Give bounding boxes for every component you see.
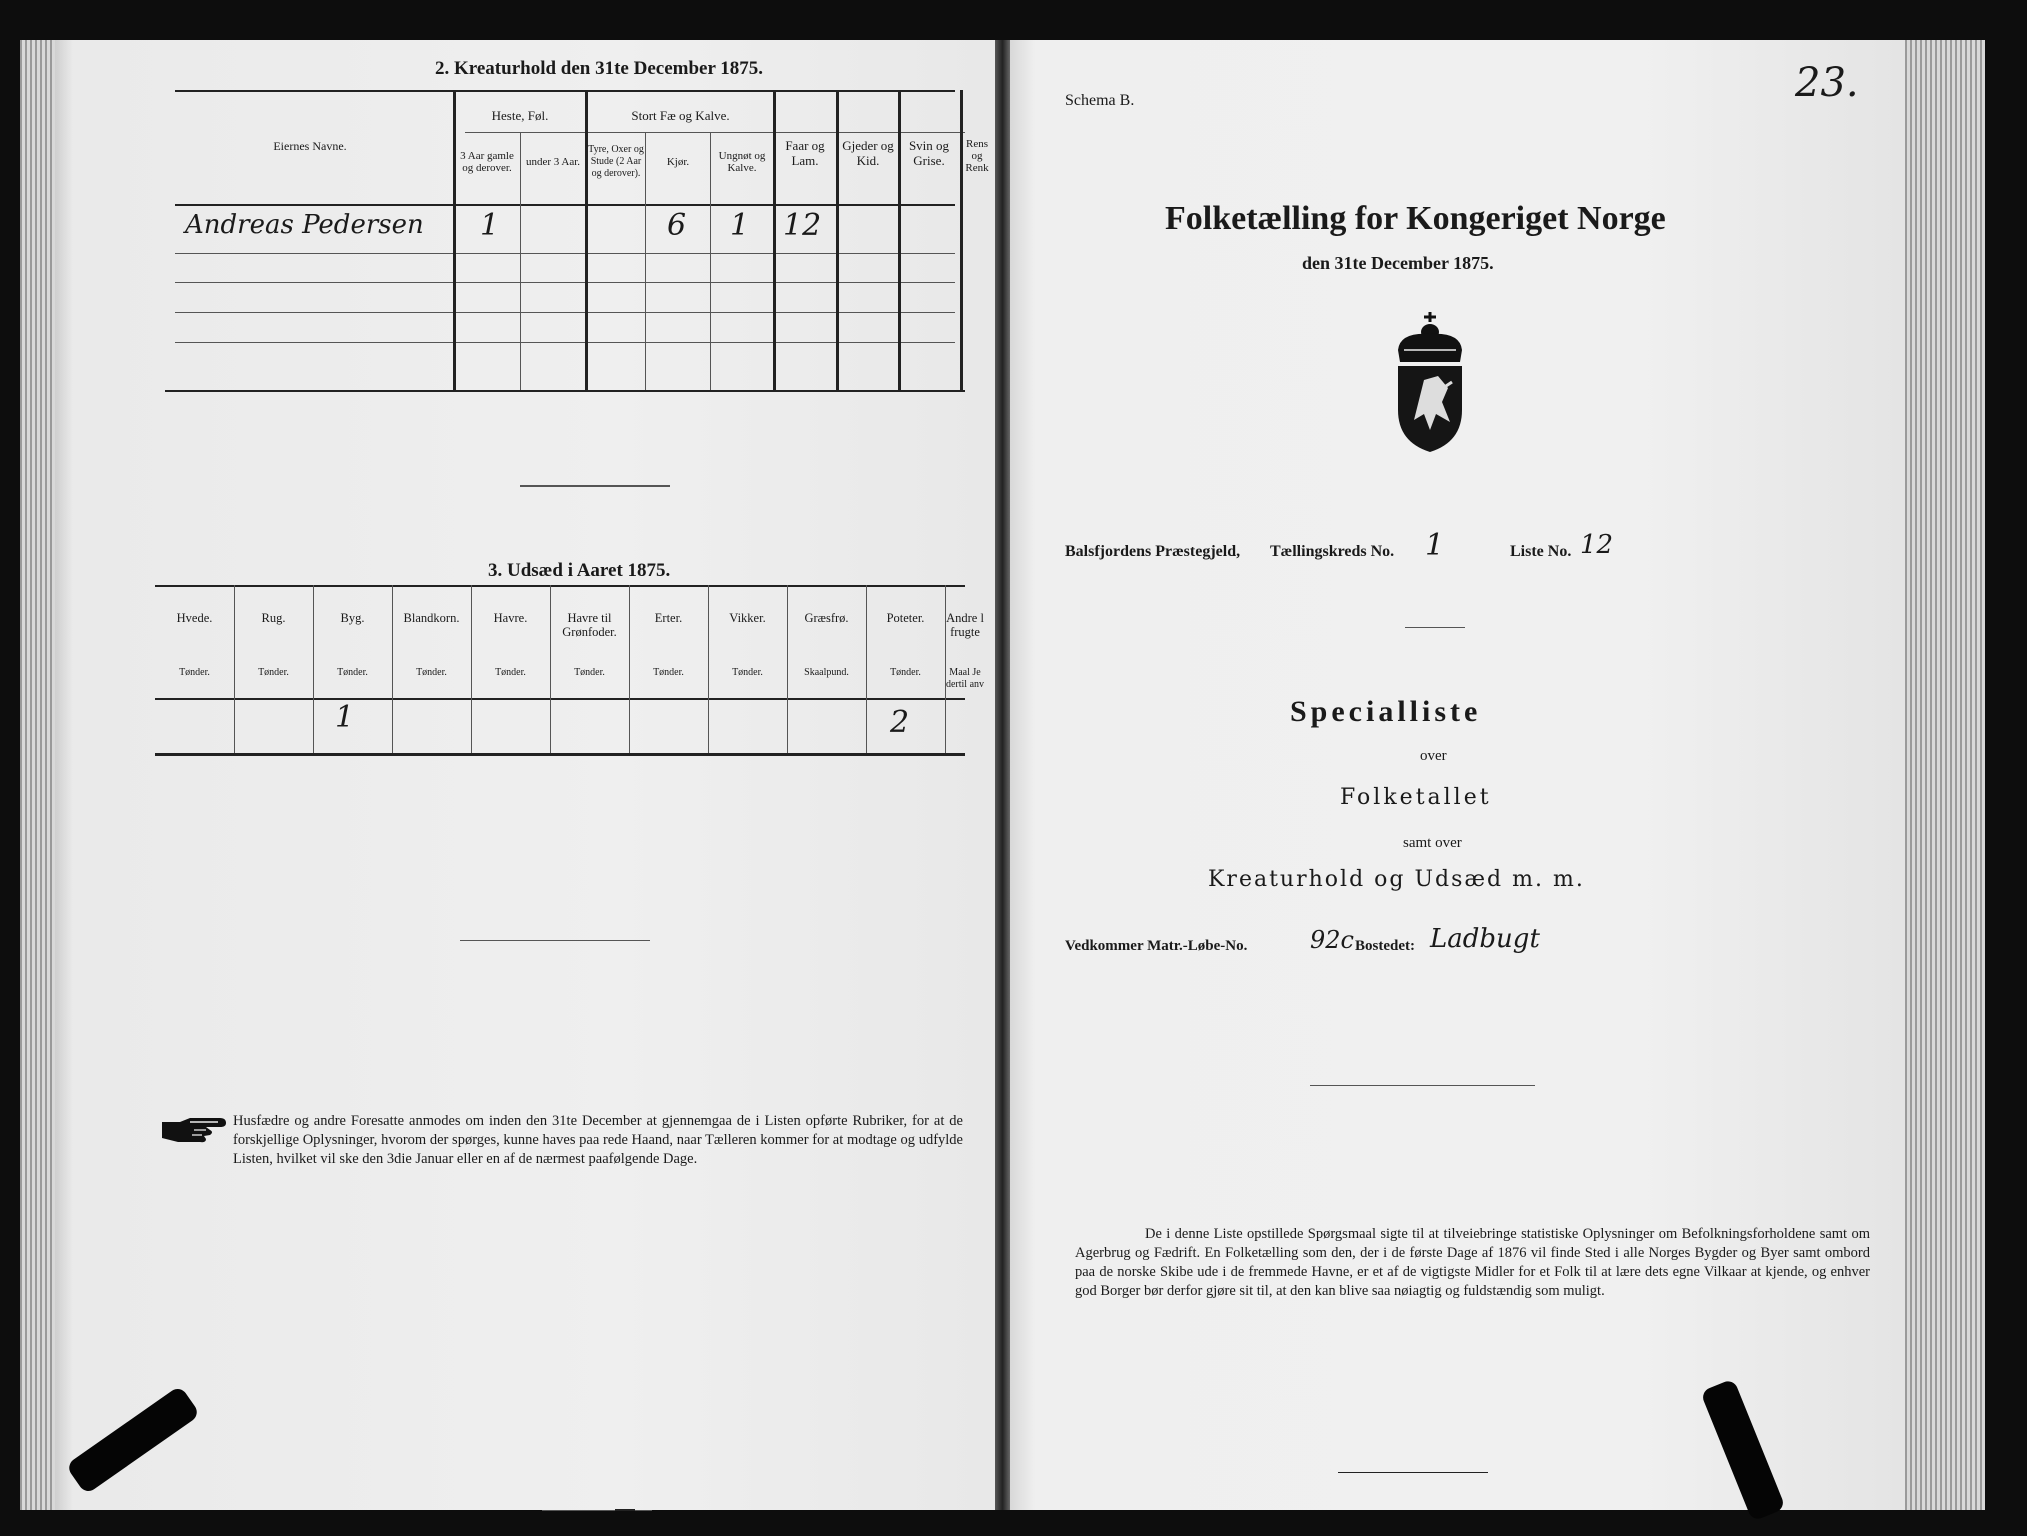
ungnot-value: 1	[730, 208, 750, 243]
svin-header: Svin og Grise.	[908, 138, 950, 168]
pointing-hand-icon	[160, 1114, 230, 1144]
kreaturhold-title: Kreaturhold og Udsæd m. m.	[1208, 867, 1585, 892]
column-divider	[645, 132, 646, 390]
separator-rule	[1405, 627, 1465, 628]
crop-column-name: Erter.	[654, 611, 683, 625]
column-divider	[773, 90, 776, 390]
liste-value: 12	[1580, 530, 1614, 560]
main-title: Folketælling for Kongeriget Norge	[1165, 200, 1666, 237]
crop-column-unit: Tønder.	[179, 667, 210, 678]
fae-sub3: Ungnøt og Kalve.	[718, 150, 766, 174]
page-number: 23.	[1795, 60, 1859, 106]
subheader-rule	[465, 132, 965, 133]
crop-column-unit: Tønder.	[416, 667, 447, 678]
over-label: over	[1420, 748, 1447, 764]
bosted-value: Ladbugt	[1430, 924, 1540, 954]
separator-rule	[1338, 1472, 1488, 1473]
crop-column-name: Poteter.	[886, 611, 925, 625]
specialliste-title: Specialliste	[1290, 695, 1482, 728]
separator-rule	[1310, 1085, 1535, 1086]
heste-header: Heste, Føl.	[491, 108, 549, 123]
book-gutter	[995, 40, 1010, 1510]
rens-header: Rens og Renk	[965, 138, 989, 174]
crop-header-bottom-rule	[155, 698, 965, 700]
left-page	[55, 40, 995, 1510]
crop-column-unit: Skaalpund.	[804, 667, 849, 678]
column-divider	[520, 132, 521, 390]
date-line: den 31te December 1875.	[1302, 253, 1494, 273]
crop-column-name: Blandkorn.	[403, 611, 460, 625]
crop-table-top-rule	[155, 585, 965, 587]
crop-column-name: Byg.	[340, 611, 365, 625]
separator-rule	[520, 485, 670, 487]
crop-column-unit: Tønder.	[258, 667, 289, 678]
heste-sub2: under 3 Aar.	[525, 156, 581, 168]
byg-value: 1	[335, 700, 355, 735]
crop-column-unit: Tønder.	[574, 667, 605, 678]
crop-column-name: Rug.	[261, 611, 286, 625]
crop-column-name: Havre til Grønfoder.	[562, 611, 617, 639]
crop-column-unit: Tønder.	[653, 667, 684, 678]
crop-column-name: Græsfrø.	[804, 611, 849, 625]
column-divider	[585, 90, 588, 390]
separator-rule-bold	[615, 1509, 635, 1511]
matr-label: Vedkommer Matr.-Løbe-No.	[1065, 938, 1248, 954]
crop-column-unit: Tønder.	[732, 667, 763, 678]
kreds-value: 1	[1425, 528, 1445, 563]
parish-label: Balsfjordens Præstegjeld,	[1065, 543, 1241, 560]
column-divider	[898, 90, 901, 390]
schema-label: Schema B.	[1065, 92, 1135, 109]
crop-column-name: Andre l frugte	[946, 611, 984, 639]
kreds-label: Tællingskreds No.	[1270, 543, 1395, 560]
crop-column-unit: Maal Je dertil anv	[945, 667, 985, 690]
samt-over-label: samt over	[1403, 835, 1462, 851]
poteter-value: 2	[890, 705, 910, 740]
notice-paragraph: Husfædre og andre Foresatte anmodes om inden den 31te December at gjennemgaa de i Listen opførte Rubriker, for at de forskjellige Oplysninger, hvorom der spørges, kunne haves paa rede Haand, naar Tælleren kommer for at modtage og udfylde Listen, hvilket vil ske den 3die Januar eller en af de nærmest paafølgende Dage.	[233, 1113, 963, 1167]
stort-fae-header: Stort Fæ og Kalve.	[631, 108, 730, 123]
crop-column-unit: Tønder.	[495, 667, 526, 678]
section2-title: 2. Kreaturhold den 31te December 1875.	[435, 58, 764, 79]
crop-column-name: Hvede.	[176, 611, 213, 625]
intro-paragraph: De i denne Liste opstillede Spørgsmaal sigte til at tilveiebringe statistiske Oplysninger om Befolkningsforholdene samt om Agerbrug og Fædrift. En Folketælling som den, der i de første Dage af 1876 vil finde Sted i alle Norges Bygder og Byer samt ombord paa de norske Skibe ude i de fremmede Havne, er et af de vigtigste Midler for et Folk til at lære dets egne Vilkaar at kjende, og enhver god Borger bør derfor gjøre sit til, at den kan blive saa nøiagtig og fuldstændig som muligt.	[1075, 1226, 1870, 1299]
heste-sub1: 3 Aar gamle og derover.	[460, 150, 514, 174]
section3-title: 3. Udsæd i Aaret 1875.	[488, 560, 671, 581]
fae-sub2: Kjør.	[666, 156, 690, 168]
column-divider	[960, 90, 963, 390]
right-page	[1010, 40, 1905, 1510]
coat-of-arms-icon	[1390, 310, 1470, 455]
crop-column-name: Havre.	[493, 611, 528, 625]
kjor-value: 6	[667, 208, 687, 243]
left-page-edge	[20, 40, 55, 1510]
heste-3aar-value: 1	[480, 208, 500, 243]
owner-name: Andreas Pedersen	[185, 210, 424, 240]
owner-column-divider	[453, 90, 456, 390]
table-bottom-rule	[165, 390, 965, 392]
gjeder-header: Gjeder og Kid.	[842, 138, 894, 168]
bosted-label: Bostedet:	[1355, 938, 1415, 954]
folketallet-title: Folketallet	[1340, 785, 1492, 810]
crop-column-unit: Tønder.	[890, 667, 921, 678]
crop-column-name: Vikker.	[729, 611, 766, 625]
matr-value: 92c	[1310, 926, 1354, 954]
right-page-edge	[1905, 40, 1985, 1510]
crop-table-bottom-rule	[155, 753, 965, 756]
faar-header: Faar og Lam.	[785, 138, 825, 168]
separator-rule	[542, 1510, 652, 1511]
owner-header: Eiernes Navne.	[273, 139, 347, 153]
faar-value: 12	[783, 208, 822, 243]
crop-column-unit: Tønder.	[337, 667, 368, 678]
fae-sub1: Tyre, Oxer og Stude (2 Aar og derover).	[588, 144, 644, 179]
liste-label: Liste No.	[1510, 543, 1572, 560]
column-divider	[836, 90, 839, 390]
separator-rule	[460, 940, 650, 941]
